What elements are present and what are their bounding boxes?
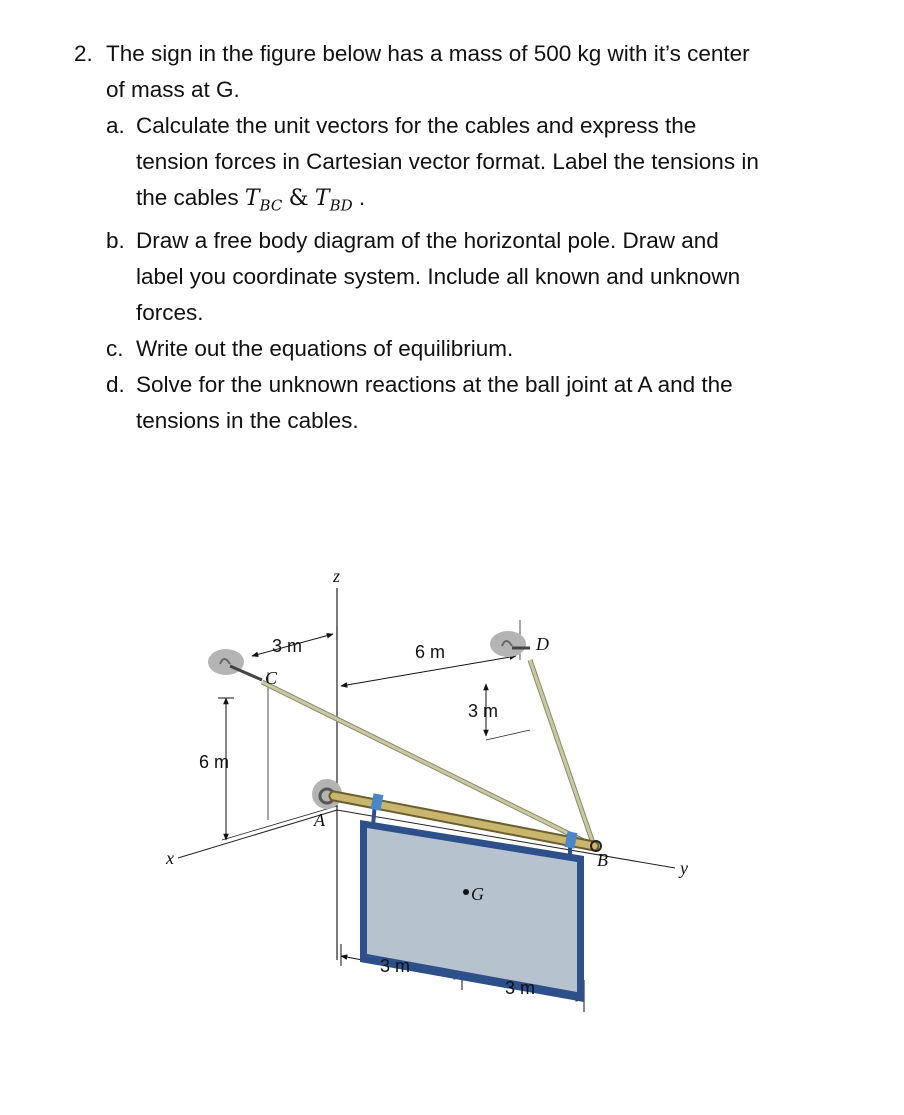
dim-label-bottom-left: 3 m	[380, 956, 411, 976]
part-label: c.	[106, 336, 124, 362]
dim-label-d-height: 3 m	[468, 701, 499, 721]
axis-label-x: x	[166, 848, 174, 868]
part-label: a.	[106, 113, 125, 138]
intro-line-2: of mass at G.	[106, 77, 240, 102]
point-label-d: D	[536, 634, 549, 654]
part-text-line: Draw a free body diagram of the horizontal pole. Draw and	[136, 228, 719, 254]
part-text-line: tension forces in Cartesian vector format. Label the tensions in	[136, 149, 759, 174]
part-label: b.	[106, 228, 125, 254]
part-text-line: Solve for the unknown reactions at the ball joint at A and the	[136, 372, 733, 398]
mount-d	[490, 631, 530, 657]
tension-bd: $T_{BD}$	[314, 186, 353, 215]
tension-bc: $T_{BC}$	[244, 186, 283, 215]
mount-c	[208, 649, 262, 680]
part-text-line: Write out the equations of equilibrium.	[136, 336, 514, 362]
guide-line	[486, 730, 530, 740]
dim-label-d-offset: 6 m	[415, 642, 446, 662]
part-text-line: tensions in the cables.	[136, 408, 359, 434]
part-text-line: forces.	[136, 300, 204, 326]
part-text-line: Calculate the unit vectors for the cables and express the	[136, 113, 697, 138]
intro-line-1: The sign in the figure below has a mass of 500 kg with it’s center	[106, 41, 750, 66]
part-label: d.	[106, 372, 125, 398]
tail-prefix: the cables	[136, 185, 239, 210]
dim-label-c-offset: 3 m	[272, 636, 303, 656]
point-label-b: B	[597, 850, 608, 870]
point-label-a: A	[314, 810, 325, 830]
point-g-dot	[463, 889, 469, 895]
problem-number: 2.	[74, 41, 93, 66]
axis-label-y: y	[680, 858, 688, 878]
tail-end: .	[358, 185, 366, 210]
dim-label-c-height: 6 m	[199, 752, 230, 772]
point-label-c: C	[265, 668, 278, 688]
dim-label-bottom-right: 3 m	[505, 978, 536, 998]
axis-label-z: z	[333, 566, 341, 586]
point-label-g: G	[471, 884, 484, 904]
ampersand: &	[288, 185, 309, 211]
part-text-line: label you coordinate system. Include all known and unknown	[136, 264, 741, 290]
